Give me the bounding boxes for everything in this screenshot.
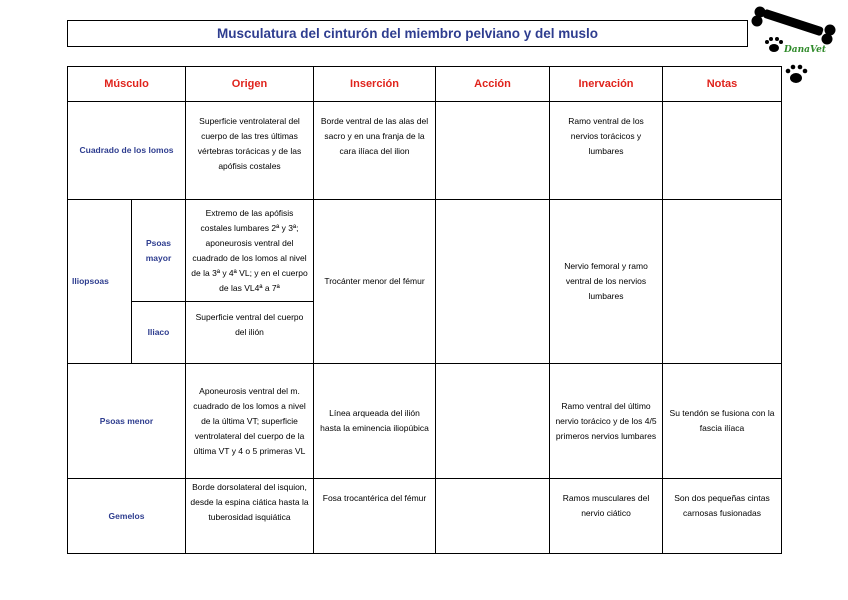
notes-cell: Su tendón se fusiona con la fascia ilíaca [663, 364, 782, 479]
paw-icon [786, 65, 808, 83]
header-row [68, 67, 782, 102]
innervation-cell: Ramo ventral de los nervios torácicos y lumbares [550, 102, 663, 200]
action-cell [436, 364, 550, 479]
innervation-cell: Ramos musculares del nervio ciático [550, 479, 663, 554]
document-title: Musculatura del cinturón del miembro pelviano y del muslo [67, 20, 748, 47]
action-cell [436, 102, 550, 200]
muscle-name: Psoas menor [68, 364, 186, 479]
table-row [68, 102, 782, 200]
header-musculo: Músculo [68, 67, 186, 102]
muscle-name: Iliopsoas [68, 200, 132, 364]
insertion-cell: Fosa trocantérica del fémur [314, 479, 436, 554]
insertion-cell: Línea arqueada del ilión hasta la eminencia iliopúbica [314, 364, 436, 479]
header-notas: Notas [663, 67, 782, 102]
logo-text: DanaVet [784, 45, 827, 55]
origin-cell: Superficie ventrolateral del cuerpo de las tres últimas vértebras torácicas y de las apófisis costales [186, 102, 314, 200]
insertion-cell: Borde ventral de las alas del sacro y en una franja de la cara ilíaca del ilion [314, 102, 436, 200]
innervation-cell: Ramo ventral del último nervio torácico y de los 4/5 primeros nervios lumbares [550, 364, 663, 479]
table-row [68, 364, 782, 479]
origin-cell: Extremo de las apófisis costales lumbares 2ª y 3ª; aponeurosis ventral del cuadrado de los lomos al nivel de la 3ª y 4ª VL; y en el cuerpo de las VL4ª a 7ª [186, 200, 314, 302]
submuscle-name: Psoas mayor [132, 200, 186, 302]
notes-cell [663, 102, 782, 200]
muscle-name: Cuadrado de los lomos [68, 102, 186, 200]
submuscle-name: Iliaco [132, 302, 186, 364]
origin-cell: Aponeurosis ventral del m. cuadrado de los lomos a nivel de la última VT; superficie ventrolateral del cuerpo de la última VT y 4 o 5 primeras VL [186, 364, 314, 479]
table-row [68, 200, 782, 302]
innervation-cell: Nervio femoral y ramo ventral de los nervios lumbares [550, 200, 663, 364]
muscle-name: Gemelos [68, 479, 186, 554]
paw-icon [765, 37, 783, 52]
bone-icon [752, 7, 836, 45]
header-inervacion: Inervación [550, 67, 663, 102]
table-row [68, 479, 782, 554]
action-cell [436, 200, 550, 364]
header-insercion: Inserción [314, 67, 436, 102]
origin-cell: Borde dorsolateral del isquion, desde la espina ciática hasta la tuberosidad isquiática [186, 479, 314, 554]
header-origen: Origen [186, 67, 314, 102]
muscle-table [67, 66, 782, 554]
header-accion: Acción [436, 67, 550, 102]
insertion-cell: Trocánter menor del fémur [314, 200, 436, 364]
notes-cell: Son dos pequeñas cintas carnosas fusionadas [663, 479, 782, 554]
action-cell [436, 479, 550, 554]
origin-cell: Superficie ventral del cuerpo del ilión [186, 302, 314, 364]
notes-cell [663, 200, 782, 364]
